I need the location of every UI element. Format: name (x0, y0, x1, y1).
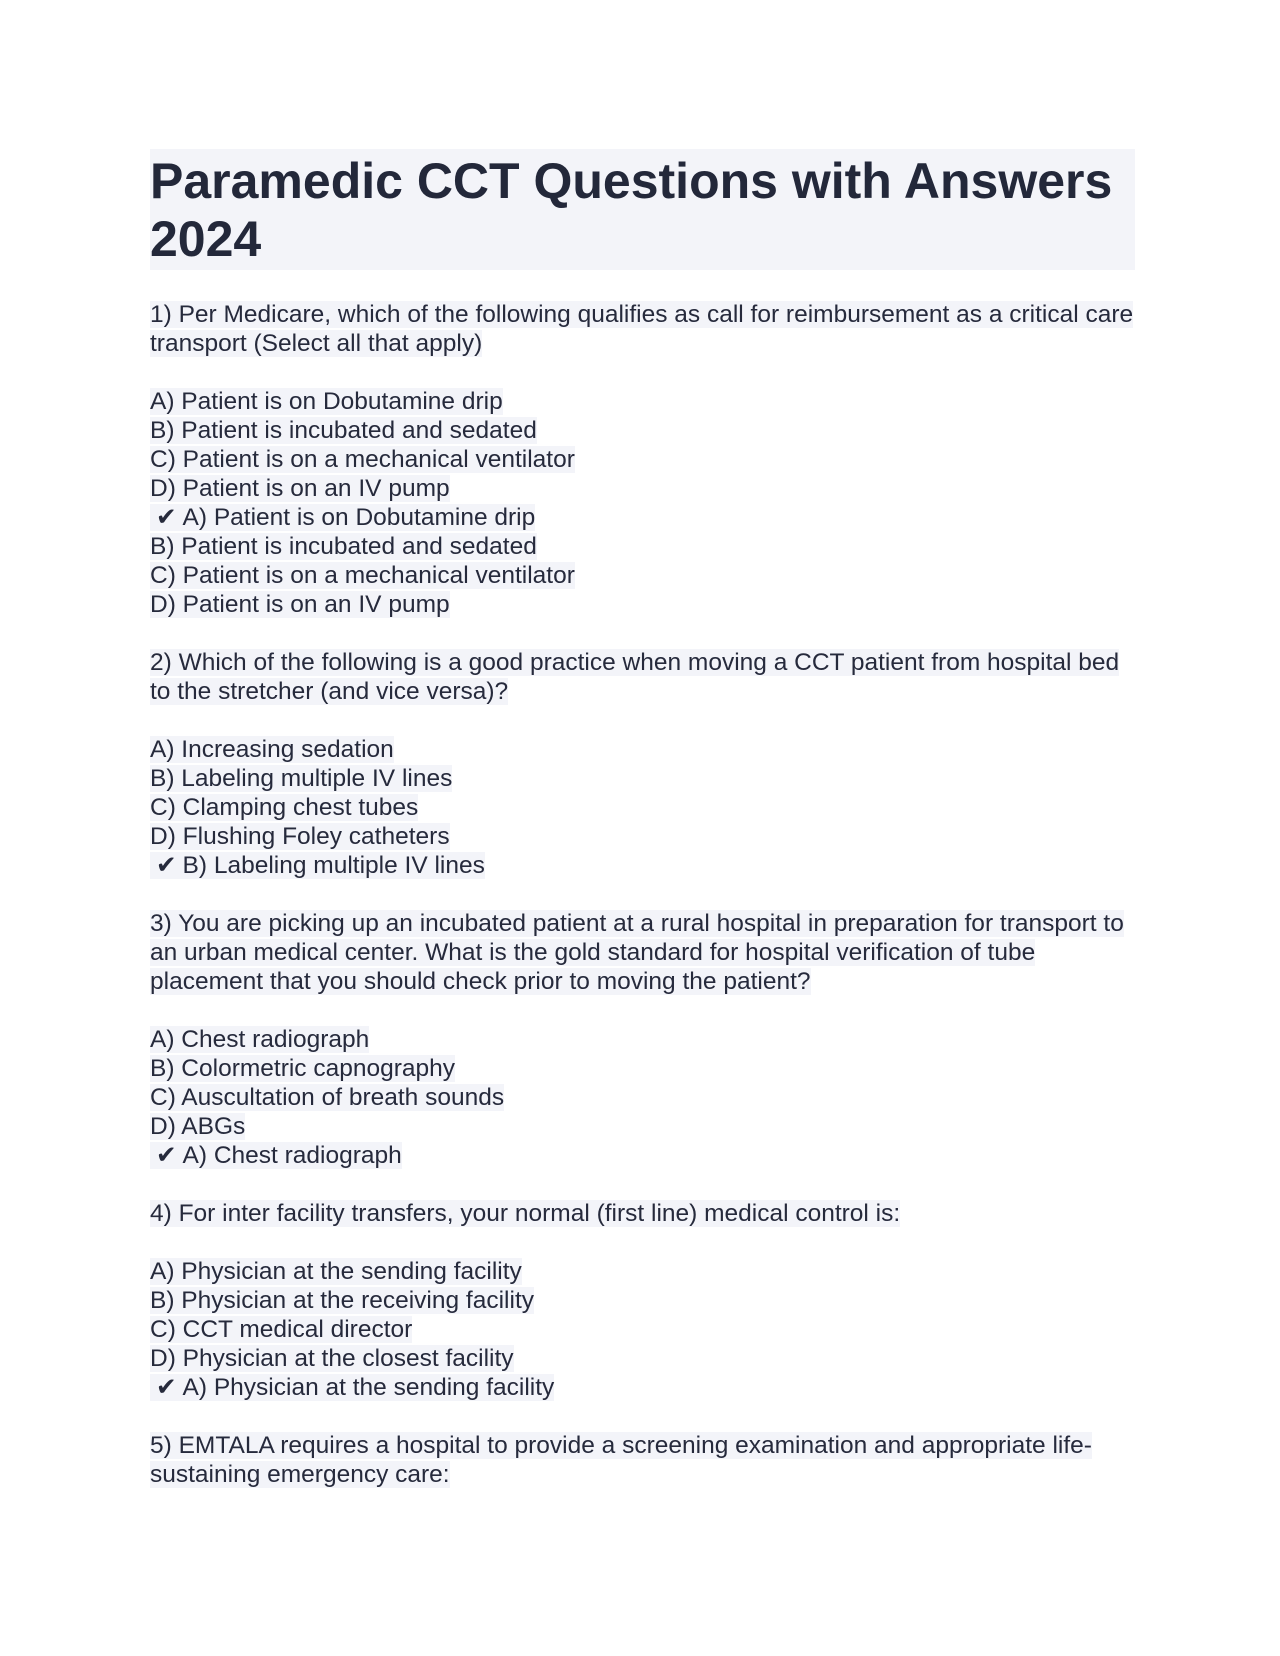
answer-line: ✔ A) Patient is on Dobutamine drip (150, 503, 1135, 532)
answer-line: B) Patient is incubated and sedated (150, 533, 537, 560)
option-item: D) Physician at the closest facility (150, 1345, 514, 1372)
answer-line: C) Patient is on a mechanical ventilator (150, 562, 575, 589)
title-block (150, 149, 1135, 270)
option-item: B) Patient is incubated and sedated (150, 417, 537, 444)
document-page (150, 149, 1135, 1518)
answer-line: ✔ A) Physician at the sending facility (150, 1373, 1135, 1402)
question-5-text: 5) EMTALA requires a hospital to provide a screening examination and appropriate life-sustaining emergency care: (150, 1432, 1092, 1488)
options-list (150, 387, 1135, 503)
option-item: A) Physician at the sending facility (150, 1258, 522, 1285)
option-item: B) Colormetric capnography (150, 1055, 456, 1082)
answer-block (150, 1373, 1135, 1402)
page-title: Paramedic CCT Questions with Answers 2024 (150, 153, 1113, 267)
answer-block (150, 851, 1135, 880)
question-2-text: 2) Which of the following is a good practice when moving a CCT patient from hospital bed to the stretcher (and vice versa)? (150, 649, 1120, 705)
question-5 (150, 1431, 1135, 1489)
options-list (150, 735, 1135, 851)
option-item: A) Patient is on Dobutamine drip (150, 388, 503, 415)
option-item: C) CCT medical director (150, 1316, 413, 1343)
answer-line: D) Patient is on an IV pump (150, 591, 450, 618)
question-text (150, 300, 1135, 358)
answer-block (150, 1141, 1135, 1170)
question-text (150, 1199, 1135, 1228)
question-text (150, 909, 1135, 996)
option-item: B) Physician at the receiving facility (150, 1287, 534, 1314)
option-item: D) Patient is on an IV pump (150, 475, 450, 502)
check-icon: ✔ (156, 504, 177, 531)
question-1 (150, 300, 1135, 619)
check-icon: ✔ (156, 1142, 177, 1169)
answer-block (150, 503, 1135, 619)
option-item: D) ABGs (150, 1113, 246, 1140)
question-3-text: 3) You are picking up an incubated patient at a rural hospital in preparation for transport to an urban medical center. What is the gold standard for hospital verification of tube placement that you should check prior to moving the patient? (150, 910, 1124, 995)
question-4 (150, 1199, 1135, 1402)
options-list (150, 1025, 1135, 1141)
question-text (150, 648, 1135, 706)
option-item: B) Labeling multiple IV lines (150, 765, 453, 792)
question-text (150, 1431, 1135, 1489)
options-list (150, 1257, 1135, 1373)
option-item: C) Auscultation of breath sounds (150, 1084, 505, 1111)
option-item: D) Flushing Foley catheters (150, 823, 450, 850)
question-3 (150, 909, 1135, 1170)
question-1-text: 1) Per Medicare, which of the following qualifies as call for reimbursement as a critical care transport (Select all that apply) (150, 301, 1134, 357)
check-icon: ✔ (156, 852, 177, 879)
option-item: A) Chest radiograph (150, 1026, 370, 1053)
check-icon: ✔ (156, 1374, 177, 1401)
answer-line: ✔ B) Labeling multiple IV lines (150, 851, 1135, 880)
option-item: C) Patient is on a mechanical ventilator (150, 446, 575, 473)
question-2 (150, 648, 1135, 880)
option-item: C) Clamping chest tubes (150, 794, 419, 821)
option-item: A) Increasing sedation (150, 736, 394, 763)
answer-line: ✔ A) Chest radiograph (150, 1141, 1135, 1170)
question-4-text: 4) For inter facility transfers, your normal (first line) medical control is: (150, 1200, 901, 1227)
